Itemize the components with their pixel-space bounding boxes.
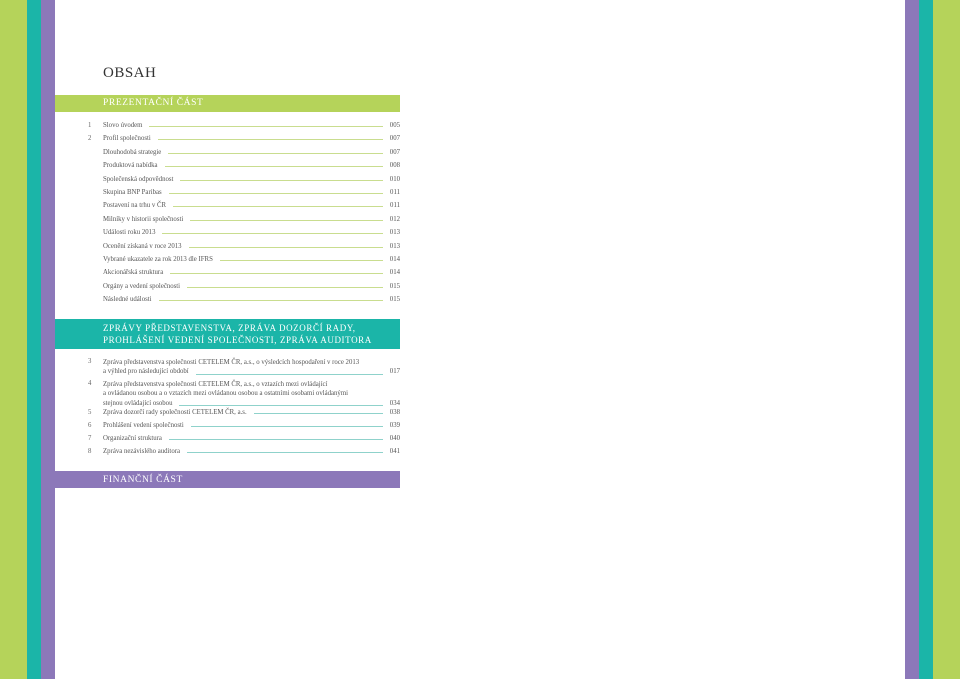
toc-page-number: 007 — [389, 135, 400, 143]
toc-entry-label: Vybrané ukazatele za rok 2013 dle IFRS — [103, 256, 213, 263]
toc-entry[interactable] — [88, 435, 400, 445]
toc-entry[interactable] — [88, 162, 400, 172]
reports-section-title — [103, 323, 372, 346]
toc-entry[interactable] — [88, 122, 400, 132]
dotted-leader — [149, 126, 383, 127]
toc-entry-label: Zpráva dozorčí rady společnosti CETELEM ČR, a.s. — [103, 409, 247, 416]
toc-entry-label: Ocenění získaná v roce 2013 — [103, 242, 182, 250]
toc-entry-label: Slovo úvodem — [103, 122, 143, 129]
reports-title-line1: ZPRÁVY PŘEDSTAVENSTVA, ZPRÁVA DOZORČÍ RADY, — [103, 323, 356, 333]
page-title: OBSAH — [103, 65, 157, 81]
dotted-leader — [169, 193, 383, 194]
toc-entry[interactable] — [88, 135, 400, 145]
toc-entry-number: 8 — [88, 448, 92, 455]
left-green-stripe — [0, 0, 27, 679]
toc-page-number: 039 — [389, 422, 400, 429]
toc-entry-label: Organizační struktura — [103, 435, 162, 442]
toc-entry-label: Společenská odpovědnost — [103, 175, 174, 183]
toc-entry-label: Následné události — [103, 296, 152, 304]
toc-page-number: 011 — [390, 189, 400, 196]
toc-entry[interactable] — [88, 243, 400, 253]
toc-entry-label: Postavení na trhu v ČR — [103, 202, 167, 210]
toc-entry-number: 7 — [88, 435, 92, 442]
dotted-leader — [196, 374, 383, 375]
toc-entry[interactable] — [88, 269, 400, 279]
dotted-leader — [187, 287, 383, 288]
toc-entry-number: 3 — [88, 358, 92, 365]
dotted-leader — [180, 180, 383, 181]
toc-page-number: 011 — [390, 202, 400, 210]
dotted-leader — [190, 220, 383, 221]
toc-entry[interactable] — [88, 149, 400, 159]
toc-entry[interactable] — [88, 202, 400, 212]
toc-page-number: 007 — [389, 148, 400, 156]
toc-entry-text: a výhled pro následující období — [103, 368, 189, 376]
toc-entry-text: Zpráva představenstva společnosti CETELEM ČR, a.s., o vztazích mezi ovládající — [103, 381, 328, 388]
toc-entry-text: a ovládanou osobou a o vztazích mezi ovládanou osobou a ostatními osobami ovládanými — [103, 390, 349, 398]
toc-entry-text: Zpráva představenstva společnosti CETELEM ČR, a.s., o výsledcích hospodaření v roce 2013 — [103, 359, 360, 366]
toc-entry[interactable] — [88, 448, 400, 458]
dotted-leader — [159, 300, 383, 301]
financial-section-title: FINANČNÍ ČÁST — [103, 475, 183, 485]
toc-entry-number: 1 — [88, 122, 92, 129]
reports-section-header — [55, 319, 400, 349]
toc-page-number: 015 — [389, 282, 400, 290]
dotted-leader — [191, 426, 383, 427]
dotted-leader — [189, 247, 383, 248]
toc-entry[interactable] — [88, 216, 400, 226]
dotted-leader — [187, 452, 383, 453]
dotted-leader — [168, 153, 383, 154]
dotted-leader — [170, 273, 383, 274]
toc-page-number: 017 — [389, 368, 400, 376]
right-green-stripe — [933, 0, 960, 679]
toc-entry-number: 5 — [88, 409, 92, 416]
toc-entry-number: 4 — [88, 380, 92, 387]
toc-page-number: 014 — [389, 256, 400, 263]
toc-entry[interactable] — [88, 296, 400, 306]
toc-page-number: 005 — [389, 122, 400, 129]
toc-page-number: 014 — [389, 269, 400, 277]
right-purple-stripe — [905, 0, 919, 679]
dotted-leader — [254, 413, 383, 414]
toc-entry-label: Produktová nabídka — [103, 162, 158, 170]
left-purple-stripe — [41, 0, 55, 679]
toc-entry-label: Skupina BNP Paribas — [103, 189, 162, 196]
toc-page-number: 010 — [389, 175, 400, 183]
toc-entry-text: stejnou ovládající osobou — [103, 399, 173, 407]
toc-entry-number: 6 — [88, 422, 92, 429]
toc-page-number: 015 — [389, 296, 400, 304]
toc-entry[interactable] — [88, 229, 400, 239]
toc-entry-label: Dlouhodobá strategie — [103, 148, 162, 156]
toc-page-number: 012 — [389, 215, 400, 223]
toc-page-number: 034 — [389, 399, 400, 407]
toc-entry[interactable] — [88, 422, 400, 432]
toc-entry-label: Orgány a vedení společnosti — [103, 282, 181, 290]
left-teal-stripe — [27, 0, 41, 679]
toc-page-number: 041 — [389, 448, 400, 455]
dotted-leader — [165, 166, 383, 167]
toc-entry[interactable] — [88, 176, 400, 186]
financial-section-header — [55, 471, 400, 488]
dotted-leader — [162, 233, 383, 234]
toc-entry[interactable] — [88, 256, 400, 266]
right-teal-stripe — [919, 0, 933, 679]
dotted-leader — [179, 405, 383, 406]
dotted-leader — [220, 260, 383, 261]
dotted-leader — [173, 206, 383, 207]
toc-entry-label: Události roku 2013 — [103, 229, 156, 237]
presentation-section-title: PREZENTAČNÍ ČÁST — [103, 98, 204, 108]
toc-page-number: 040 — [389, 435, 400, 442]
toc-entry-label: Zpráva nezávislého auditora — [103, 448, 180, 455]
toc-entry-label: Prohlášení vedení společnosti — [103, 422, 184, 429]
toc-page-number: 008 — [389, 162, 400, 170]
toc-page-number: 038 — [389, 409, 400, 416]
presentation-section-header — [55, 95, 400, 112]
toc-entry[interactable] — [88, 189, 400, 199]
toc-entry[interactable] — [88, 409, 400, 419]
toc-entry[interactable] — [88, 283, 400, 293]
toc-entry-number: 2 — [88, 135, 92, 143]
dotted-leader — [158, 139, 383, 140]
reports-title-line2: PROHLÁŠENÍ VEDENÍ SPOLEČNOSTI, ZPRÁVA AUDITORA — [103, 334, 372, 345]
toc-entry-label: Profil společnosti — [103, 135, 151, 143]
toc-entry-label: Milníky v historii společnosti — [103, 215, 184, 223]
toc-page-number: 013 — [389, 229, 400, 237]
toc-page-number: 013 — [389, 242, 400, 250]
toc-entry-label: Akcionářská struktura — [103, 269, 164, 277]
dotted-leader — [169, 439, 383, 440]
